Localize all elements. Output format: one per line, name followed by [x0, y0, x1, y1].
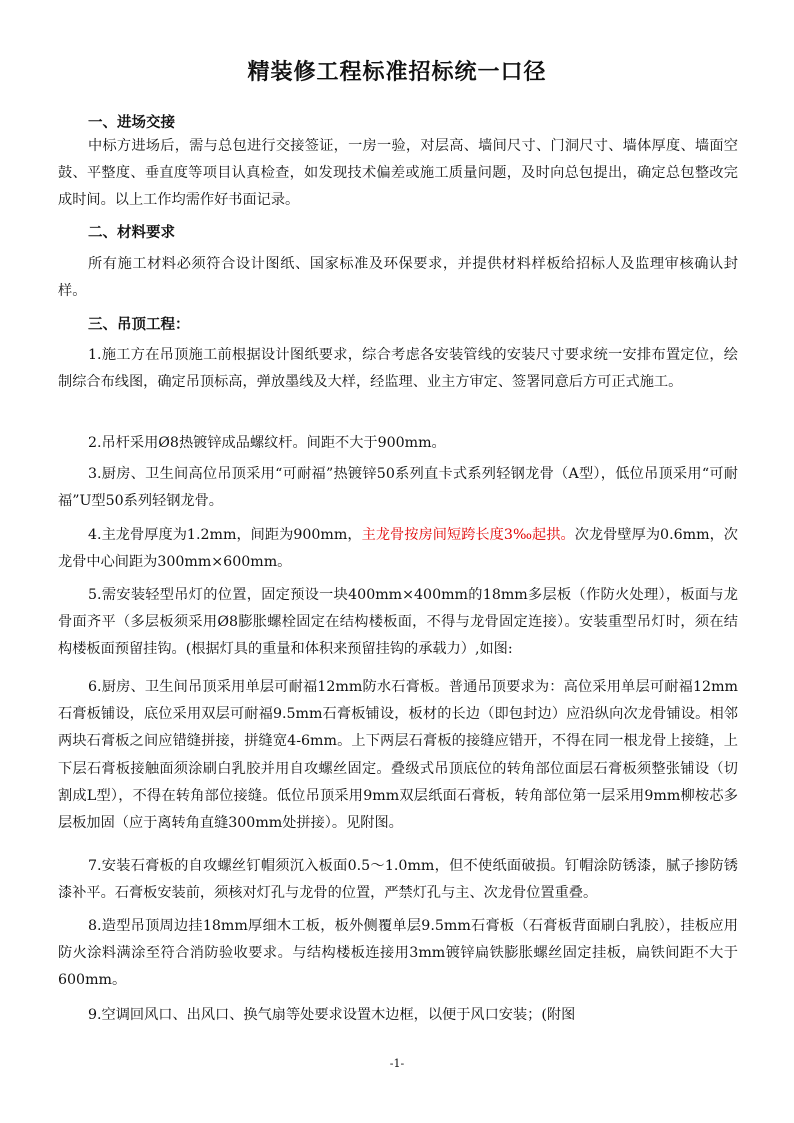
document-title: 精装修工程标准招标统一口径	[247, 60, 547, 85]
page-number: -1-	[389, 1057, 405, 1070]
ceiling-item-4	[58, 522, 738, 576]
item-4-text-a: 4.主龙骨厚度为1.2mm，间距为900mm，	[88, 527, 362, 543]
section-2-paragraph: 所有施工材料必须符合设计图纸、国家标准及环保要求，并提供材料样板给招标人及监理审核确认封样。	[58, 256, 738, 300]
item-4-highlight: 主龙骨按房间短跨长度3‰起拱。	[361, 527, 575, 543]
section-heading-2: 二、材料要求	[88, 225, 175, 241]
ceiling-item-9: 9.空调回风口、出风口、换气扇等处要求设置木边框，以便于风口安装；(附图	[88, 1007, 576, 1023]
ceiling-item-2: 2.吊杆采用Ø8热镀锌成品螺纹杆。间距不大于900mm。	[88, 435, 446, 451]
section-heading-1: 一、进场交接	[88, 115, 175, 131]
ceiling-item-8: 8.造型吊顶周边挂18mm厚细木工板，板外侧覆单层9.5mm石膏板（石膏板背面刷白乳胶），挂板应用防火涂料满涂至符合消防验收要求。与结构楼板连接用3mm镀锌扁铁膨胀螺丝固定挂板，扁铁间距不大于600mm。	[58, 918, 738, 989]
ceiling-item-5: 5.需安装轻型吊灯的位置，固定预设一块400mm×400mm的18mm多层板（作防火处理），板面与龙骨面齐平（多层板须采用Ø8膨胀螺栓固定在结构楼板面，不得与龙骨固定连接）。安装重型吊灯时，须在结构楼板面预留挂钩。(根据灯具的重量和体积来预留挂钩的承载力）,如图:	[58, 587, 738, 658]
section-1-paragraph: 中标方进场后，需与总包进行交接签证，一房一验，对层高、墙间尺寸、门洞尺寸、墙体厚度、墙面空鼓、平整度、垂直度等项目认真检查，如发现技术偏差或施工质量问题，及时向总包提出，确定总包整改完成时间。以上工作均需作好书面记录。	[58, 138, 738, 209]
ceiling-item-6: 6.厨房、卫生间吊顶采用单层可耐福12mm防水石膏板。普通吊顶要求为：高位采用单层可耐福12mm石膏板铺设，底位采用双层可耐福9.5mm石膏板铺设，板材的长边（即包封边）应沿纵向次龙骨铺设。相邻两块石膏板之间应错缝拼接，拼缝宽4-6mm。上下两层石膏板的接缝应错开，不得在同一根龙骨上接缝，上下层石膏板接触面须涂刷白乳胶并用自攻螺丝固定。叠级式吊顶底位的转角部位面层石膏板须整张铺设（切割成L型），不得在转角部位接缝。低位吊顶采用9mm双层纸面石膏板，转角部位第一层采用9mm柳桉芯多层板加固（应于离转角直缝300mm处拼接）。见附图。	[58, 679, 738, 832]
item-4-text-b: 次龙骨壁厚为0.6mm，次龙骨中心间距为300mm×600mm。	[58, 527, 738, 571]
ceiling-item-7: 7.安装石膏板的自攻螺丝钉帽须沉入板面0.5～1.0mm，但不使纸面破损。钉帽涂防锈漆，腻子掺防锈漆补平。石膏板安装前，须核对灯孔与龙骨的位置，严禁灯孔与主、次龙骨位置重叠。	[58, 858, 738, 902]
ceiling-item-1: 1.施工方在吊顶施工前根据设计图纸要求，综合考虑各安装管线的安装尺寸要求统一安排布置定位，绘制综合布线图，确定吊顶标高，弹放墨线及大样，经监理、业主方审定、签署同意后方可正式施工。	[58, 347, 738, 391]
section-heading-3: 三、吊顶工程：	[88, 317, 190, 333]
ceiling-item-3: 3.厨房、卫生间高位吊顶采用“可耐福”热镀锌50系列直卡式系列轻钢龙骨（A型），低位吊顶采用“可耐福”U型50系列轻钢龙骨。	[58, 466, 738, 510]
